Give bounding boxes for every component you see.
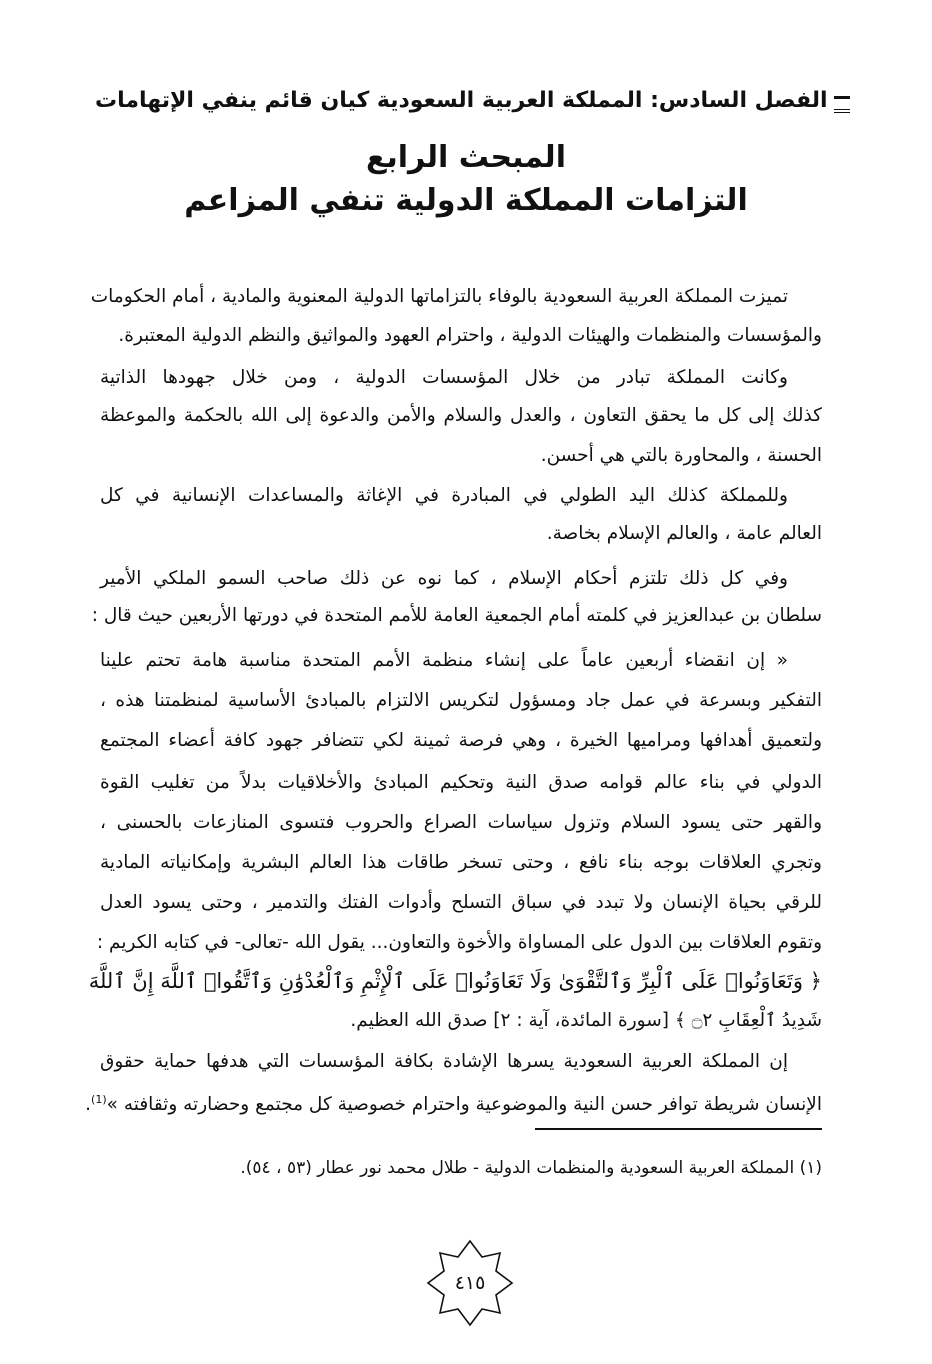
quran-verse-line: ﴿ وَتَعَاوَنُوا۟ عَلَى ٱلْبِرِّ وَٱلتَّقْوَىٰ وَلَا تَعَاوَنُوا۟ عَلَى ٱلْإِثْمِ وَٱلْعُدْوَٰنِ وَٱتَّقُوا۟ ٱللَّهَ إِنَّ ٱللَّهَ <box>88 969 822 993</box>
body-line-text: الإنسان شريطة توافر حسن النية والموضوعية واحترام خصوصية كل مجتمع وحضارته وثقافته » <box>106 1094 822 1116</box>
footnote-divider <box>535 1128 822 1130</box>
body-line: الحسنة ، والمحاورة بالتي هي أحسن. <box>540 445 822 466</box>
body-line: الإنسان شريطة توافر حسن النية والموضوعية واحترام خصوصية كل مجتمع وحضارته وثقافته »$^{(1)}$. <box>85 1093 822 1116</box>
body-line: سلطان بن عبدالعزيز في كلمته أمام الجمعية العامة للأمم المتحدة في دورتها الأربعين حيث قال : <box>91 605 822 626</box>
section-number-title: المبحث الرابع <box>366 140 566 175</box>
body-line: ولتعميق أهدافها ومراميها الخيرة ، وهي فرصة ثمينة لكي تتضافر جهود كافة أعضاء المجتمع <box>100 730 822 751</box>
body-line: التفكير وبسرعة في عمل جاد ومسؤول لتكريس الالتزام بالمبادئ الأساسية لمنظمتنا هذه ، <box>100 690 822 711</box>
body-line: الدولي في بناء عالم قوامه صدق النية وتحكيم المبادئ والأخلاقيات بدلاً من تغليب القوة <box>100 772 822 793</box>
running-title: الفصل السادس: المملكة العربية السعودية كيان قائم ينفي الإتهامات <box>95 87 828 113</box>
page-number: ٤١٥ <box>454 1272 486 1294</box>
footnote: (١) المملكة العربية السعودية والمنظمات الدولية - طلال محمد نور عطار (٥٣ ، ٥٤). <box>240 1158 822 1178</box>
running-header <box>95 82 850 118</box>
section-title: التزامات المملكة الدولية تنفي المزاعم <box>184 183 748 218</box>
body-line: للرقي بحياة الإنسان ولا تبدد في سباق التسلح وأدوات الفتك والتدمير ، وحتى يسود العدل <box>100 892 822 913</box>
body-line: العالم عامة ، والعالم الإسلام بخاصة. <box>546 523 822 544</box>
body-line: وللمملكة كذلك اليد الطولي في المبادرة في الإغاثة والمساعدات الإنسانية في كل <box>100 485 788 506</box>
body-line: وفي كل ذلك تلتزم أحكام الإسلام ، كما نوه عن ذلك صاحب السمو الملكي الأمير <box>100 568 788 589</box>
body-line: وكانت المملكة تبادر من خلال المؤسسات الدولية ، ومن خلال جهودها الذاتية <box>100 367 788 388</box>
body-line: إن المملكة العربية السعودية يسرها الإشادة بكافة المؤسسات التي هدفها حماية حقوق <box>100 1051 788 1072</box>
quran-verse-line: شَدِيدُ ٱلْعِقَابِ ۝٢ ﴾ [سورة المائدة، آية : ٢] صدق الله العظيم. <box>350 1010 822 1031</box>
body-line: تميزت المملكة العربية السعودية بالوفاء بالتزاماتها الدولية المعنوية والمادية ، أمام الحكومات <box>90 286 788 307</box>
page-number-badge <box>420 1233 520 1333</box>
body-line: وتقوم العلاقات بين الدول على المساواة والأخوة والتعاون... يقول الله -تعالى- في كتابه الكريم : <box>96 932 822 953</box>
header-ornament-bar <box>834 96 850 113</box>
body-line: « إن انقضاء أربعين عاماً على إنشاء منظمة الأمم المتحدة مناسبة هامة تحتم علينا <box>100 650 788 671</box>
body-line: والقهر حتى يسود السلام وتزول سياسات الصراع والحروب فتسوى المنازعات بالحسنى ، <box>100 812 822 833</box>
footnote-reference[interactable]: (1) <box>91 1093 107 1106</box>
body-line: وتجري العلاقات بوجه بناء نافع ، وحتى تسخر طاقات هذا العالم البشرية وإمكانياته المادية <box>100 852 822 873</box>
body-line: كذلك إلى كل ما يحقق التعاون ، والعدل والسلام والأمن والدعوة إلى الله بالحكمة والموعظة <box>100 405 822 426</box>
body-line: والمؤسسات والمنظمات والهيئات الدولية ، واحترام العهود والمواثيق والنظم الدولية المعتبرة. <box>118 325 822 346</box>
